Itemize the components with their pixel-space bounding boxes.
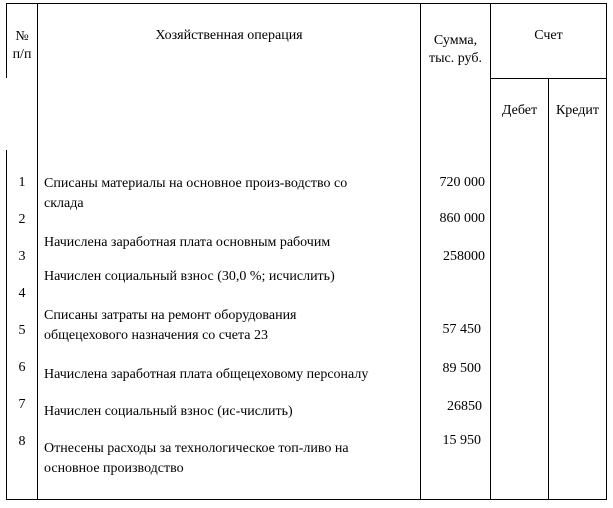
operation-text: общецехового назначения со счета 23 — [44, 328, 268, 343]
row-number: 8 — [18, 434, 26, 449]
sum-value: 57 450 — [442, 322, 481, 337]
header-sum-line1: Сумма, — [433, 33, 478, 48]
column-divider-sum — [490, 3, 491, 500]
operation-text: Начислена заработная плата основным рабочим — [44, 235, 331, 250]
header-sum-line2: тыс. руб. — [429, 51, 482, 66]
row-number: 1 — [18, 175, 26, 190]
column-divider-debit-credit-bottom — [548, 150, 549, 500]
table-border-right — [606, 3, 607, 500]
sum-value: 89 500 — [442, 361, 481, 376]
sum-value: 860 000 — [439, 211, 485, 226]
header-credit: Кредит — [555, 103, 600, 118]
row-number: 4 — [18, 286, 26, 301]
row-number: 7 — [18, 397, 26, 412]
row-number: 5 — [18, 323, 26, 338]
operation-text: Списаны затраты на ремонт оборудования — [44, 308, 297, 323]
header-operation: Хозяйственная операция — [155, 28, 303, 43]
operation-text: Начислена заработная плата общецеховому персоналу — [44, 367, 369, 382]
row-number: 6 — [18, 360, 26, 375]
row-number: 3 — [18, 249, 26, 264]
sum-value: 720 000 — [439, 175, 485, 190]
table-border-top — [6, 3, 606, 4]
table-border-bottom — [6, 499, 606, 500]
operation-text: склада — [44, 196, 84, 211]
row-number: 2 — [18, 212, 26, 227]
header-number-symbol: № — [15, 29, 29, 44]
operation-text: Начислен социальный взнос (30,0 %; исчислить) — [44, 269, 335, 284]
sum-value: 26850 — [447, 399, 482, 414]
header-number-label: п/п — [12, 47, 32, 62]
header-debit: Дебет — [501, 103, 538, 118]
sum-value: 15 950 — [442, 433, 481, 448]
sum-value: 258000 — [443, 249, 485, 264]
operation-text: Отнесены расходы за технологическое топ-ливо на — [44, 441, 349, 456]
operation-text: основное производство — [44, 461, 184, 476]
header-account: Счет — [534, 28, 563, 43]
operation-text: Списаны материалы на основное произ-водство со — [44, 176, 348, 191]
operation-text: Начислен социальный взнос (ис-числить) — [44, 404, 293, 419]
